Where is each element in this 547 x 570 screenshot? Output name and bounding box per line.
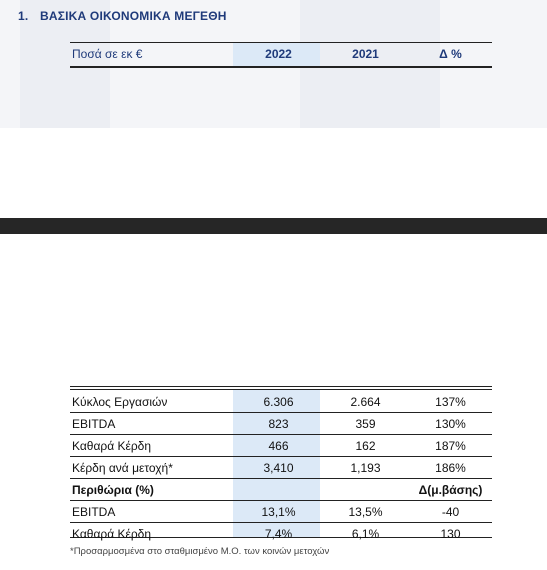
header-bottom-rule — [70, 66, 492, 68]
header-label: Ποσά σε εκ € — [72, 47, 143, 61]
header-2021: 2021 — [352, 47, 379, 61]
margins-delta-label: Δ(μ.βάσης) — [409, 479, 492, 501]
header-2022: 2022 — [265, 47, 292, 61]
dark-band — [0, 218, 547, 234]
row-value-2022: 466 — [235, 435, 322, 457]
row-delta: 130 — [440, 526, 461, 541]
body-top-rule — [70, 386, 492, 387]
row-label: Κέρδη ανά μετοχή* — [70, 457, 235, 479]
row-value-2021: 1,193 — [322, 457, 409, 479]
table-row — [70, 457, 492, 479]
row-value-2022: 3,410 — [235, 457, 322, 479]
financial-table — [70, 391, 492, 544]
row-label: Καθαρά Κέρδη — [70, 435, 235, 457]
row-delta: 137% — [409, 391, 492, 413]
margins-header-row — [70, 479, 492, 501]
row-label: Κύκλος Εργασιών — [70, 391, 235, 413]
table-row — [70, 391, 492, 413]
header-top-rule — [70, 42, 492, 43]
row-label: Καθαρά Κέρδη — [72, 526, 152, 541]
row-label: EBITDA — [70, 413, 235, 435]
row-delta: 130% — [409, 413, 492, 435]
row-label: EBITDA — [70, 501, 235, 523]
row-value-2022: 823 — [235, 413, 322, 435]
section-number: 1. — [18, 9, 29, 23]
header-delta: Δ % — [439, 47, 462, 61]
row-value-2022: 7,4% — [264, 526, 293, 541]
row-value-2022: 13,1% — [235, 501, 322, 523]
section-title: ΒΑΣΙΚΑ ΟΙΚΟΝΟΜΙΚΑ ΜΕΓΕΘΗ — [40, 9, 227, 23]
table-row — [70, 413, 492, 435]
row-value-2021: 6,1% — [351, 526, 380, 541]
body-top-rule-2 — [70, 389, 492, 390]
row-value-2021: 2.664 — [322, 391, 409, 413]
table-row — [70, 501, 492, 523]
row-value-2021: 359 — [322, 413, 409, 435]
background-shape — [300, 0, 440, 128]
table-row — [70, 523, 492, 545]
row-value-2022: 6.306 — [235, 391, 322, 413]
footnote: *Προσαρμοσμένα στο σταθμισμένο Μ.Ο. των κοινών μετοχών — [70, 546, 330, 557]
row-value-2021: 162 — [322, 435, 409, 457]
row-delta: 186% — [409, 457, 492, 479]
margins-title: Περιθώρια (%) — [70, 479, 235, 501]
row-value-2021: 13,5% — [322, 501, 409, 523]
table-row — [70, 435, 492, 457]
section-heading — [18, 9, 227, 23]
header-row — [70, 44, 492, 64]
row-delta: 187% — [409, 435, 492, 457]
row-delta: -40 — [409, 501, 492, 523]
table-header — [70, 44, 492, 64]
